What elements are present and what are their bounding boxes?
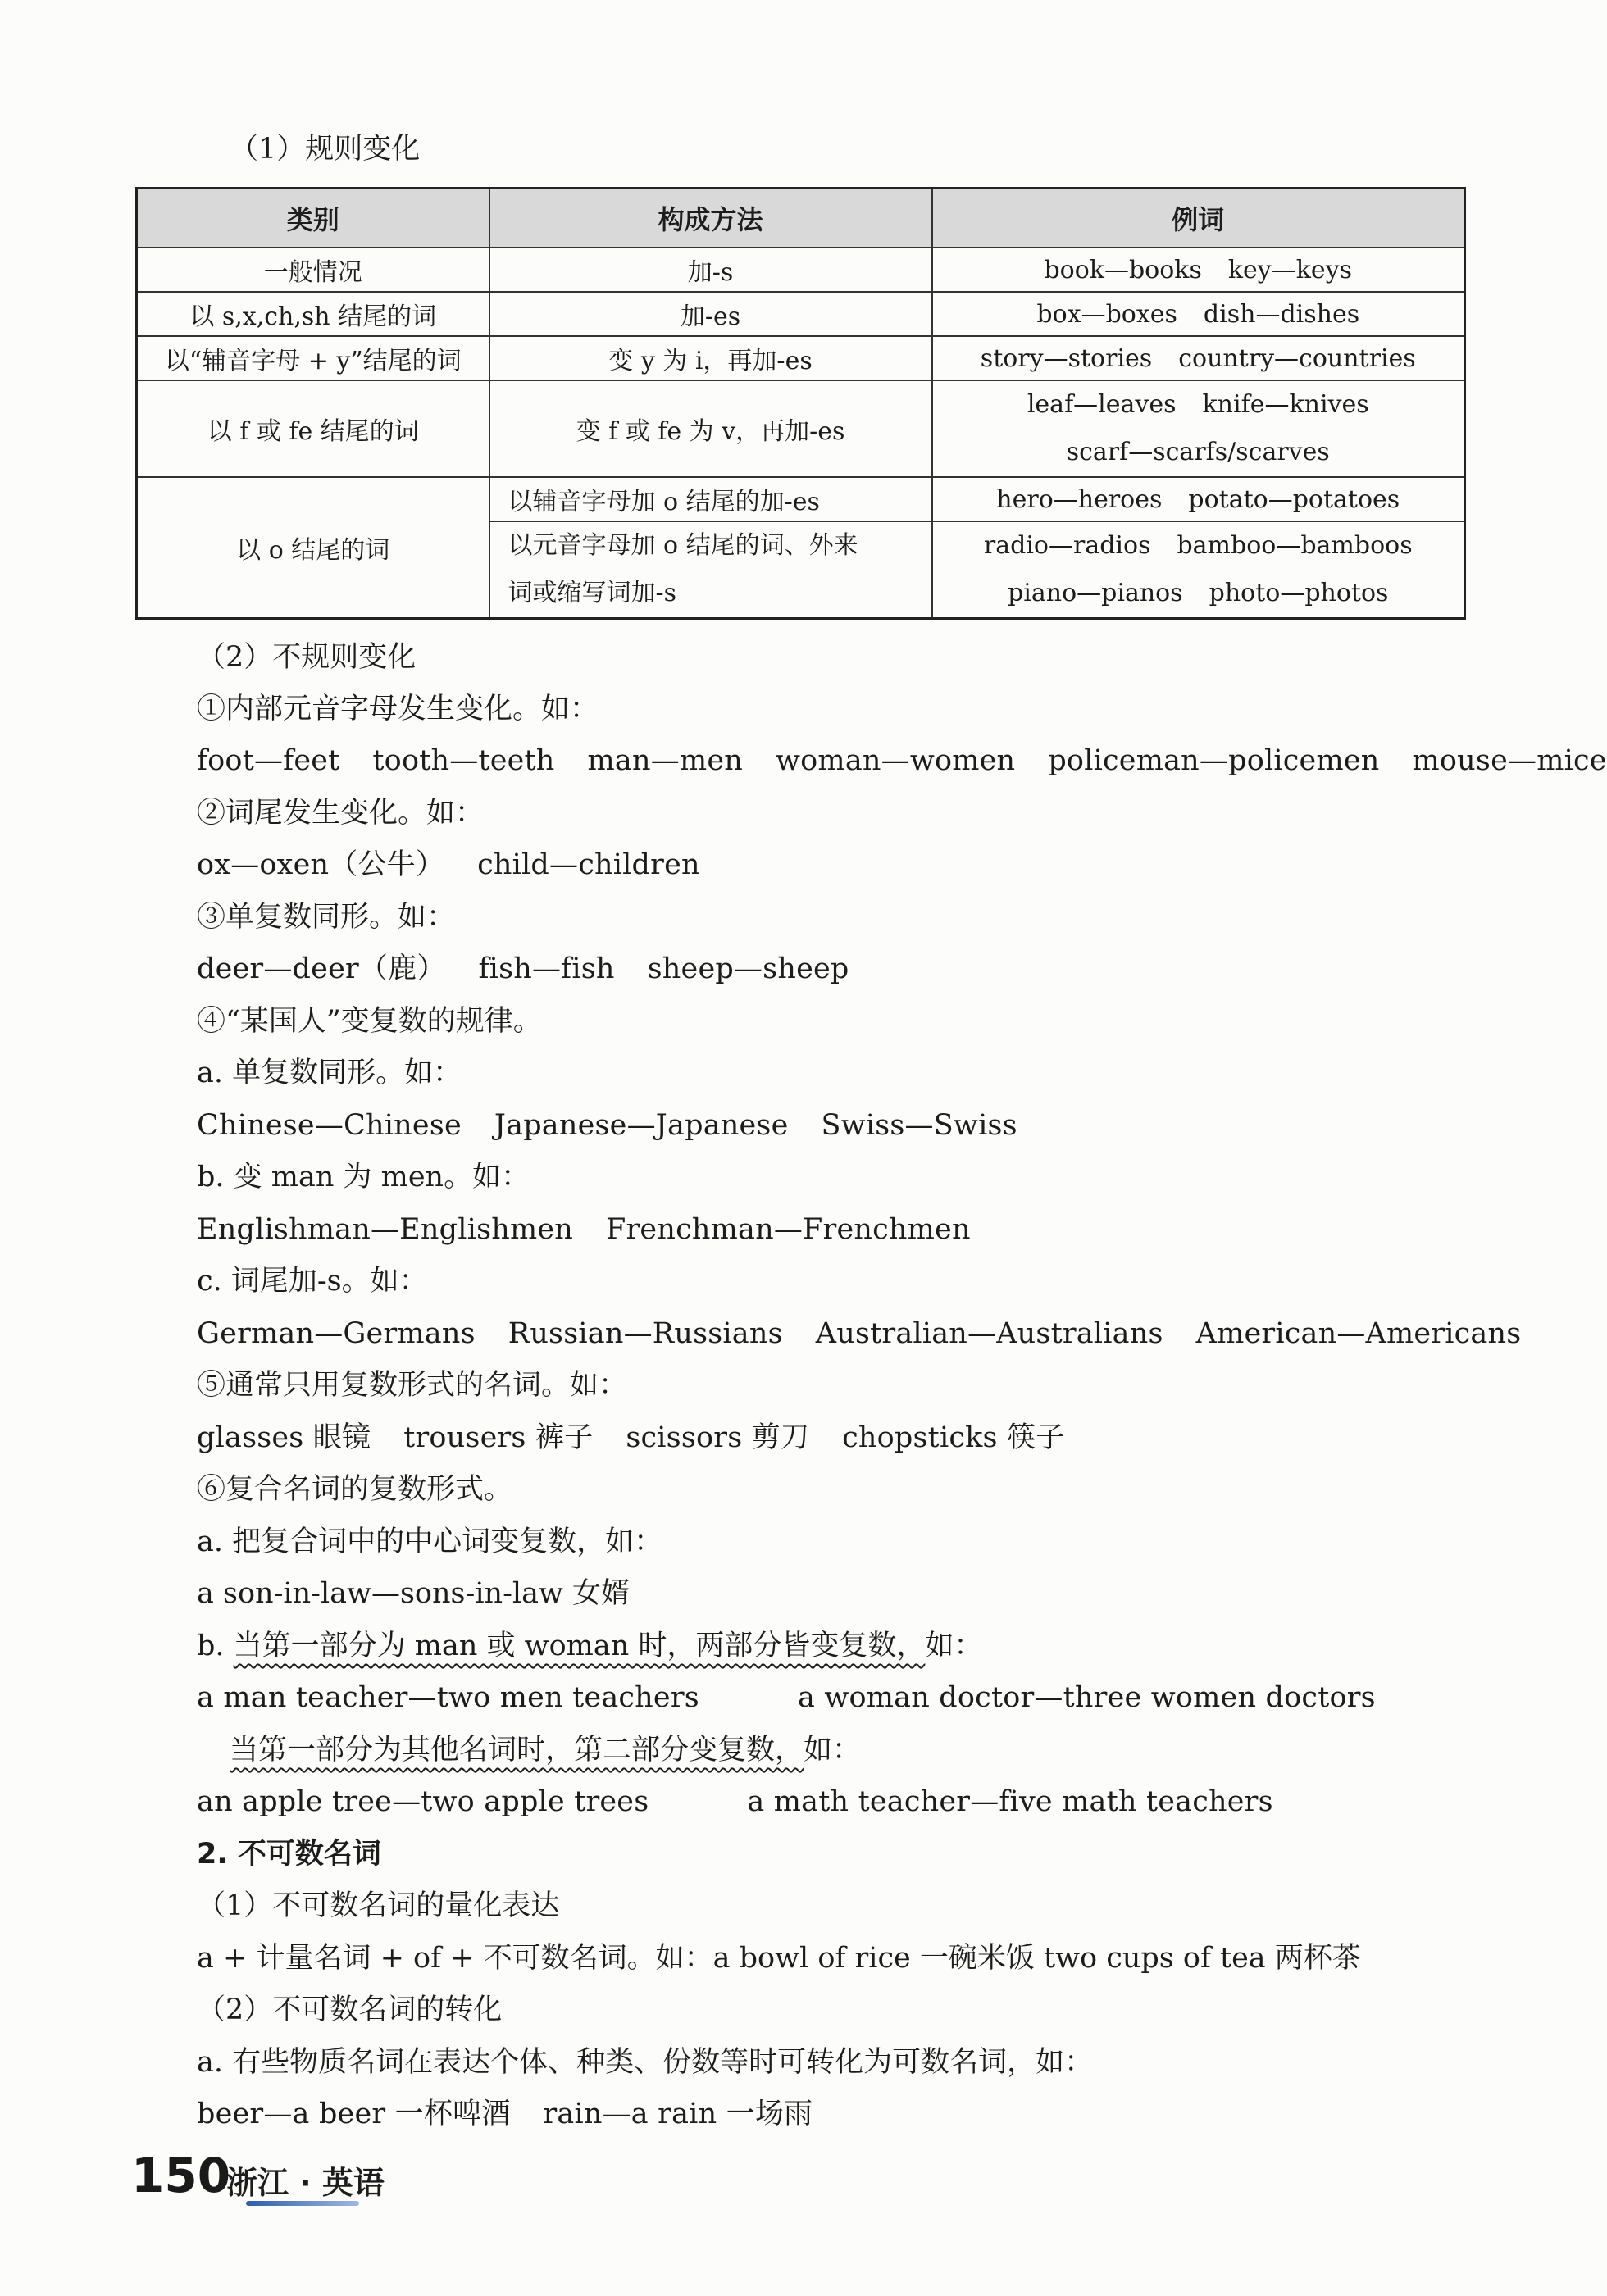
method-cell: 变 f 或 fe 为 v，再加-es xyxy=(489,380,932,477)
table-row xyxy=(137,292,1465,336)
example-word: a woman doctor—three women doctors xyxy=(797,1681,1376,1714)
rule-2-title: ②词尾发生变化。如： xyxy=(197,797,485,830)
example-word: dish—dishes xyxy=(1203,299,1360,329)
example-word: deer—deer（鹿） xyxy=(197,952,446,985)
subheading-irregular: （2）不规则变化 xyxy=(197,641,417,674)
rule-6b-title xyxy=(197,1621,982,1671)
method-cell: 变 y 为 i，再加-es xyxy=(489,336,932,380)
table-row xyxy=(137,477,1465,521)
category-cell: 以“辅音字母 + y”结尾的词 xyxy=(137,336,489,380)
example-word: radio—radios xyxy=(983,531,1151,560)
method-line: 以元音字母加 o 结尾的词、外来 xyxy=(508,531,858,560)
rule-6-title: ⑥复合名词的复数形式。 xyxy=(197,1473,513,1506)
example-word: man—men xyxy=(587,744,743,777)
method-cell: 加-s xyxy=(489,248,932,292)
page-number: 150 xyxy=(131,2148,231,2203)
header-method: 构成方法 xyxy=(489,189,932,248)
footer-accent-bar xyxy=(246,2201,359,2206)
example-word: piano—pianos xyxy=(1008,579,1183,607)
example-word: ox—oxen（公牛） xyxy=(197,848,445,881)
example-word: country—countries xyxy=(1178,343,1416,373)
example-word: story—stories xyxy=(980,343,1153,373)
method-cell: 以辅音字母加 o 结尾的加-es xyxy=(489,477,932,521)
rule-2-examples xyxy=(197,840,733,889)
rule-4b-examples xyxy=(197,1205,1004,1254)
rule-5-title: ⑤通常只用复数形式的名词。如： xyxy=(197,1369,628,1402)
rule-6c-examples xyxy=(197,1777,1306,1826)
rule-3-title: ③单复数同形。如： xyxy=(197,901,456,934)
example-word: tooth—teeth xyxy=(372,744,555,777)
rule-3-examples xyxy=(197,944,882,993)
rule-4a-examples xyxy=(197,1101,1050,1150)
example-word: child—children xyxy=(477,848,700,881)
rule-4c-examples xyxy=(197,1309,1521,1358)
example-word: rain—a rain 一场雨 xyxy=(543,2098,813,2130)
rule-6b-suffix: 如： xyxy=(925,1630,983,1662)
example-cell xyxy=(932,248,1465,292)
rule-6b-prefix: b. xyxy=(197,1630,234,1662)
example-word: mouse—mice xyxy=(1412,744,1607,777)
example-word: Swiss—Swiss xyxy=(821,1109,1017,1142)
uncountable-2-title: （2）不可数名词的转化 xyxy=(197,1994,503,2026)
plural-rules-table xyxy=(135,187,1466,620)
example-word: Australian—Australians xyxy=(815,1317,1163,1350)
table-row xyxy=(137,336,1465,380)
example-word: Chinese—Chinese xyxy=(197,1109,462,1142)
example-word: Russian—Russians xyxy=(508,1317,783,1350)
rule-6c-title xyxy=(230,1725,861,1775)
category-cell: 一般情况 xyxy=(137,248,489,292)
example-word: Englishman—Englishmen xyxy=(197,1213,574,1246)
example-word: knife—knives xyxy=(1202,390,1369,419)
rule-6b-examples xyxy=(197,1673,1409,1722)
example-word: hero—heroes xyxy=(996,484,1163,514)
example-cell xyxy=(932,336,1465,380)
example-cell xyxy=(932,380,1465,477)
rule-1-examples xyxy=(197,736,1607,785)
category-cell: 以 f 或 fe 结尾的词 xyxy=(137,380,489,477)
rule-6c-suffix: 如： xyxy=(804,1734,862,1766)
example-word: key—keys xyxy=(1227,255,1353,284)
rule-4b-title: b. 变 man 为 men。如： xyxy=(197,1161,530,1193)
rule-6a-title: a. 把复合词中的中心词变复数，如： xyxy=(197,1525,663,1558)
example-word: a man teacher—two men teachers xyxy=(197,1681,699,1714)
example-word: policeman—policemen xyxy=(1048,744,1380,777)
header-category: 类别 xyxy=(137,189,489,248)
uncountable-2a-title: a. 有些物质名词在表达个体、种类、份数等时可转化为可数名词，如： xyxy=(197,2046,1094,2079)
footer-label: 浙江 · 英语 xyxy=(226,2165,385,2201)
rule-5-examples xyxy=(197,1413,1097,1462)
table-row xyxy=(137,248,1465,292)
example-word: an apple tree—two apple trees xyxy=(197,1785,649,1818)
example-word: German—Germans xyxy=(197,1317,476,1350)
subheading-regular: （1）规则变化 xyxy=(230,133,421,166)
rule-4-title: ④“某国人”变复数的规律。 xyxy=(197,1005,542,1038)
example-word: scissors 剪刀 xyxy=(626,1421,810,1454)
example-word: chopsticks 筷子 xyxy=(842,1421,1065,1454)
table-row xyxy=(137,380,1465,477)
rule-6c-underlined: 当第一部分为其他名词时，第二部分变复数， xyxy=(230,1734,804,1766)
example-cell xyxy=(932,292,1465,336)
example-word: sheep—sheep xyxy=(647,952,849,985)
example-word: foot—feet xyxy=(197,744,340,777)
uncountable-2a-examples xyxy=(197,2089,845,2139)
example-word: glasses 眼镜 xyxy=(197,1421,371,1454)
method-cell: 加-es xyxy=(489,292,932,336)
table-header-row xyxy=(137,189,1465,248)
category-cell: 以 s,x,ch,sh 结尾的词 xyxy=(137,292,489,336)
example-cell xyxy=(932,521,1465,619)
example-word: beer—a beer 一杯啤酒 xyxy=(197,2098,511,2130)
example-word: potato—potatoes xyxy=(1188,484,1400,514)
example-word: Frenchman—Frenchmen xyxy=(606,1213,971,1246)
example-word: a math teacher—five math teachers xyxy=(747,1785,1273,1818)
rule-1-title: ①内部元音字母发生变化。如： xyxy=(197,693,599,725)
header-examples: 例词 xyxy=(932,189,1465,248)
example-cell xyxy=(932,477,1465,521)
example-word: photo—photos xyxy=(1209,579,1389,607)
example-word: scarf—scarfs/scarves xyxy=(1066,438,1330,466)
example-word: leaf—leaves xyxy=(1027,390,1177,419)
rule-6b-underlined: 当第一部分为 man 或 woman 时，两部分皆变复数， xyxy=(233,1630,926,1662)
example-word: box—boxes xyxy=(1036,299,1177,329)
example-word: woman—women xyxy=(776,744,1016,777)
example-word: trousers 裤子 xyxy=(403,1421,594,1454)
uncountable-1-line: a + 计量名词 + of + 不可数名词。如：a bowl of rice 一碗米饭 two cups of tea 两杯茶 xyxy=(197,1942,1361,1975)
example-word: fish—fish xyxy=(478,952,615,985)
example-word: bamboo—bamboos xyxy=(1177,531,1413,560)
rule-6a-example: a son-in-law—sons-in-law 女婿 xyxy=(197,1577,631,1610)
example-word: Japanese—Japanese xyxy=(494,1109,789,1142)
example-word: book—books xyxy=(1044,255,1202,284)
method-cell xyxy=(489,521,932,619)
method-line: 词或缩写词加-s xyxy=(508,579,677,607)
rule-4a-title: a. 单复数同形。如： xyxy=(197,1057,462,1089)
rule-4c-title: c. 词尾加-s。如： xyxy=(197,1265,428,1298)
example-word: American—Americans xyxy=(1195,1317,1522,1350)
section-2-heading: 2. 不可数名词 xyxy=(197,1838,381,1871)
category-cell: 以 o 结尾的词 xyxy=(137,477,489,619)
uncountable-1-title: （1）不可数名词的量化表达 xyxy=(197,1889,560,1922)
